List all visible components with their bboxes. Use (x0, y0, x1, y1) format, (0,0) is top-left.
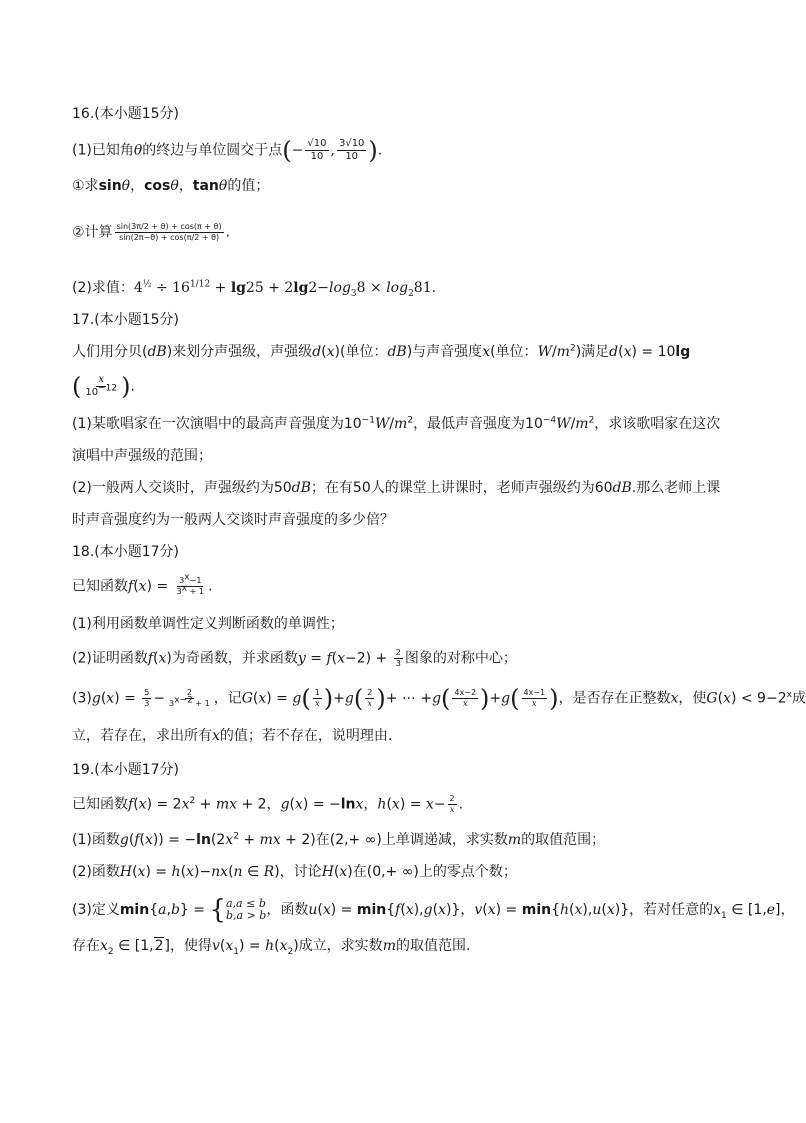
q16-part1-b: ②计算 $\frac{\sin(3\pi/2 + \theta) + \cos(\pi + \theta)}{\sin(2\pi-\theta) + \cos(\pi/2 + \theta)}$ . (72, 222, 231, 242)
q16-part2: (2)求值：$4^{\frac{1}{2}} \div 16^{1/12} + \lg 25 + 2\lg 2-\log_38 \times \log_281$. (72, 279, 437, 299)
q19-heading: 19.(本小题17分) (72, 762, 180, 778)
q17-heading: 17.(本小题15分) (72, 312, 180, 328)
q17-part2-b: 时声音强度约为一般两人交谈时声音强度的多少倍？ (72, 512, 394, 528)
q17-intro-frac: ( $\frac{x}{10^{-12}}$ ). (72, 372, 135, 401)
q18-part1: (1)利用函数单调性定义判断函数的单调性； (72, 616, 344, 632)
q19-intro: 已知函数$f(x) = 2x^2$ + mx + 2，g(x) = −lnx，h(x) = x− $\frac{2}{x}$ . (72, 794, 464, 814)
q19-part2: (2)函数H(x) = h(x)−nx(n ∈ R)，讨论H(x)在(0,+ ∞)上的零点个数； (72, 864, 517, 880)
q16-heading: 16.(本小题15分) (72, 106, 180, 122)
q19-part3-b: 存在$x_2$ ∈ [1,2]，使得$v(x_1) = h(x_2)$成立，求实数m的取值范围. (72, 938, 471, 957)
q17-part1-a: (1)某歌唱家在一次演唱中的最高声音强度为$10^{-1}W/m^2$，最低声音强度为$10^{-4}W/m^2$，求该歌唱家在这次 (72, 415, 721, 432)
q16-part1-a: ①求sinθ，cosθ，tanθ的值； (72, 178, 270, 194)
q18-part3-a: (3)g(x) = $\frac{5}{3}$ − $\frac{2}{3^{x-2} + 1}$ ，记G(x) = g( $\frac{1}{x}$ )+g( $\frac{2}{x}$ )+ ⋯ +g( $\frac{4x-2}{x}$ )+g( $\frac{4x-1}{x}$ )，是否存在正整数x，使$G(x) < 9-2^x$成 (72, 684, 806, 713)
q18-intro: 已知函数f(x) = $\frac{3^x-1}{3^x + 1}$ . (72, 572, 213, 596)
q18-heading: 18.(本小题17分) (72, 544, 180, 560)
q17-intro: 人们用分贝(dB)来划分声强级，声强级d(x)(单位：dB)与声音强度x(单位：$W/m^2$)满足d(x) = 10lg (72, 343, 691, 360)
q17-part1-b: 演唱中声强级的范围； (72, 448, 212, 464)
q17-part2-a: (2)一般两人交谈时，声强级约为50dB；在有50人的课堂上讲课时，老师声强级约为60dB.那么老师上课 (72, 480, 721, 496)
q18-part3-b: 立，若存在，求出所有x的值；若不存在，说明理由. (72, 728, 393, 744)
q16-part1-intro: (1)已知角θ的终边与单位圆交于点(− $\frac{√10}{10}$ , $\frac{3√10}{10}$ ). (72, 136, 383, 165)
q18-part2: (2)证明函数f(x)为奇函数，并求函数y = f(x−2) + $\frac{2}{3}$ 图象的对称中心； (72, 648, 517, 668)
q19-part1: (1)函数$g(f(x)) = -\ln(2x^2$ + mx + 2)在(2,+ ∞)上单调递减，求实数m的取值范围； (72, 831, 606, 848)
q19-part3-a: (3)定义min{a,b} = { a,a ≤ b b,a > b ，函数u(x) = min{f(x),g(x)}，v(x) = min{h(x),u(x)}，若对任意的$x_1$ ∈ [1,e]， (72, 895, 795, 925)
